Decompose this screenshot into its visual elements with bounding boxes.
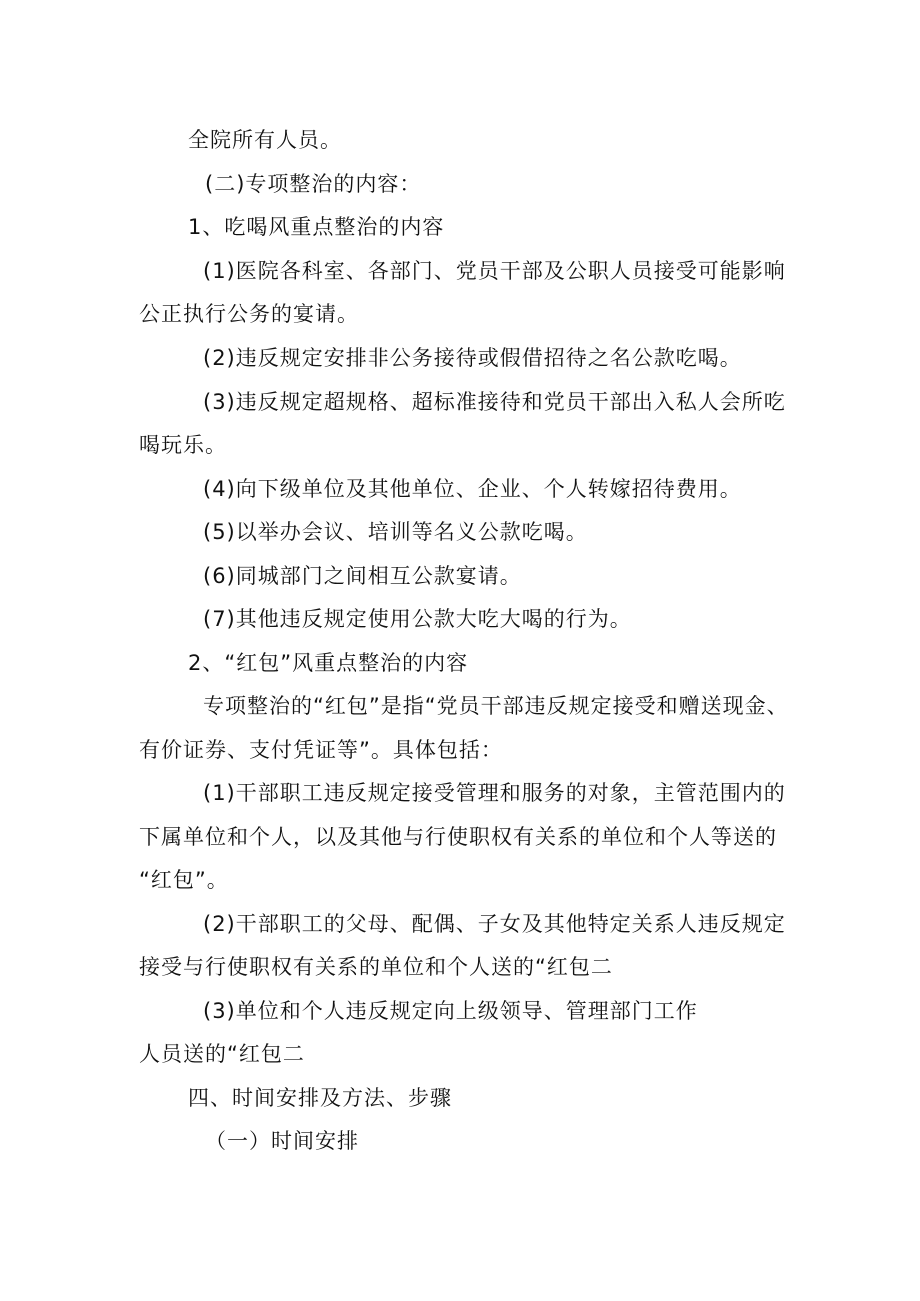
section-heading: 四、时间安排及方法、步骤 [188, 1086, 452, 1110]
text-line: 专项整治的“红包”是指“党员干部违反规定接受和赠送现金、 [203, 694, 789, 718]
text-line: 公正执行公务的宴请。 [139, 302, 359, 326]
text-line: 有价证券、支付凭证等”。具体包括： [139, 738, 503, 762]
text-line: “红包”。 [139, 868, 229, 892]
text-line: 喝玩乐。 [139, 433, 227, 457]
text-line: (4)向下级单位及其他单位、企业、个人转嫁招待费用。 [203, 477, 742, 501]
text-line: (2)干部职工的父母、配偶、子女及其他特定关系人违反规定 [203, 912, 786, 936]
section-heading: (二)专项整治的内容： [205, 172, 422, 196]
text-line: 接受与行使职权有关系的单位和个人送的“红包二 [139, 955, 613, 979]
subsection-heading: 1、吃喝风重点整治的内容 [188, 215, 445, 239]
text-line: 全院所有人员。 [188, 128, 342, 152]
text-line: (6)同城部门之间相互公款宴请。 [203, 564, 522, 588]
text-line: (2)违反规定安排非公务接待或假借招待之名公款吃喝。 [203, 346, 742, 370]
text-line: (7)其他违反规定使用公款大吃大喝的行为。 [203, 607, 632, 631]
text-line: 下属单位和个人，以及其他与行使职权有关系的单位和个人等送的 [139, 825, 777, 849]
text-line: (3)违反规定超规格、超标准接待和党员干部出入私人会所吃 [203, 390, 786, 414]
subsection-heading: 2、“红包”风重点整治的内容 [188, 651, 469, 675]
text-line: (1)干部职工违反规定接受管理和服务的对象，主管范围内的 [203, 781, 786, 805]
text-line: 人员送的“红包二 [139, 1042, 305, 1066]
text-line: (1)医院各科室、各部门、党员干部及公职人员接受可能影响 [203, 259, 786, 283]
subsection-heading: （一）时间安排 [205, 1129, 359, 1153]
text-line: (5)以举办会议、培训等名义公款吃喝。 [203, 520, 588, 544]
text-line: (3)单位和个人违反规定向上级领导、管理部门工作 [203, 999, 698, 1023]
